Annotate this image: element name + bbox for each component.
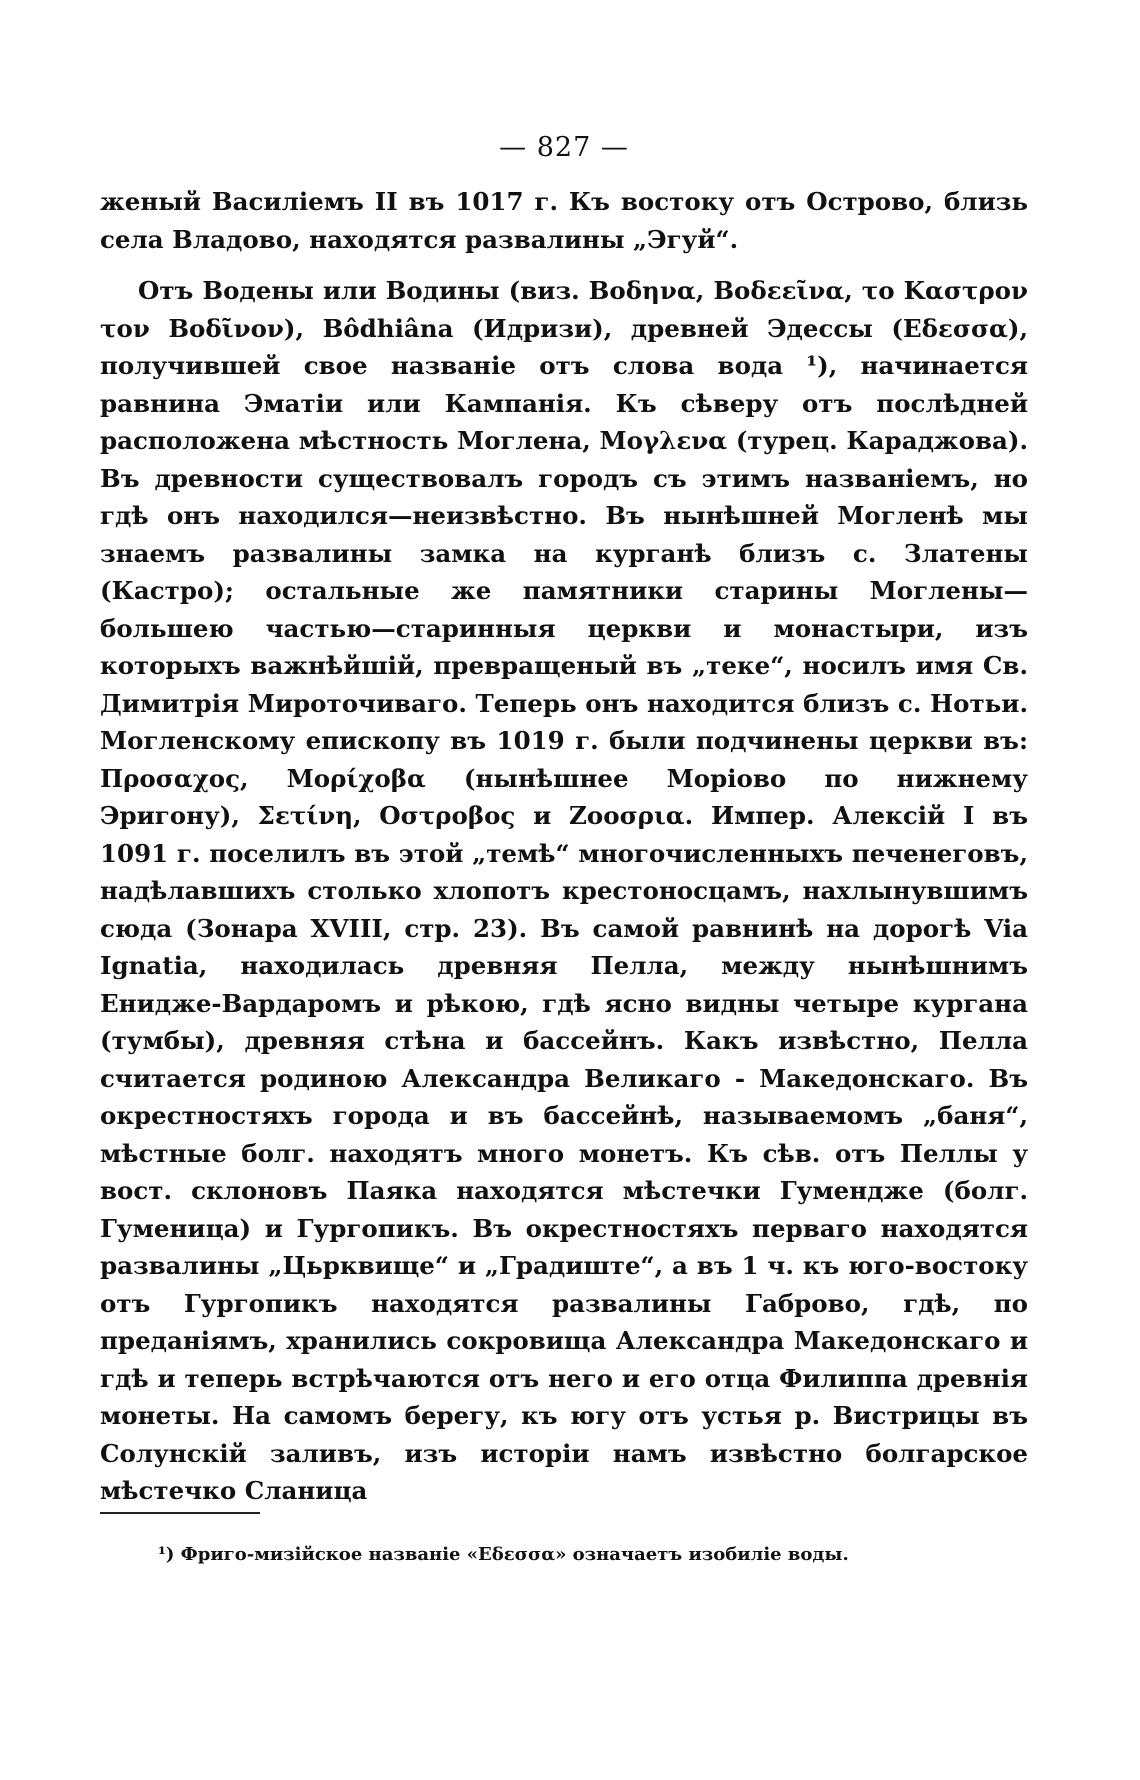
- footnote: ¹) Фриго-мизійское названіе «Εδεσσα» означаетъ изобиліе воды.: [158, 1544, 849, 1565]
- footnote-divider: [100, 1512, 260, 1514]
- page-number: — 827 —: [499, 132, 629, 163]
- main-text: [100, 183, 1028, 1510]
- paragraph-1: женый Василіемъ II въ 1017 г. Къ востоку отъ Острово, близь села Владово, находятся развалины „Эгуй“.: [100, 187, 1028, 254]
- paragraph-2: Отъ Водены или Водины (виз. Βοδηνα, Βοδεεῖνα, το Καστρον τον Βοδῖνον), Bôdhiâna (Идризи), древней Эдессы (Εδεσσα), получившей свое названіе отъ слова вода ¹), начинается равнина Эматіи или Кампанія. Къ сѣверу отъ послѣдней расположена мѣстность Моглена, Μογλενα (турец. Караджова). Въ древности существовалъ городъ съ этимъ названіемъ, но гдѣ онъ находился—неизвѣстно. Въ нынѣшней Могленѣ мы знаемъ развалины замка на курганѣ близъ с. Златены (Кастро); остальные же памятники старины Моглены—большею частью—старинныя церкви и монастыри, изъ которыхъ важнѣйшій, превращеный въ „теке“, носилъ имя Св. Димитрія Мироточиваго. Теперь онъ находится близъ с. Нотьи. Могленскому епископу въ 1019 г. были подчинены церкви въ: Προσαχος, Μορίχοβα (нынѣшнее Моріово по нижнему Эригону), Σετίνη, Οστροβος и Ζοοσρια. Импер. Алексій I въ 1091 г. поселилъ въ этой „темѣ“ многочисленныхъ печенеговъ, надѣлавшихъ столько хлопотъ крестоносцамъ, нахлынувшимъ сюда (Зонара XVIII, стр. 23). Въ самой равнинѣ на дорогѣ Via Ignatia, находилась древняя Пелла, между нынѣшнимъ Енидже-Вардаромъ и рѣкою, гдѣ ясно видны четыре кургана (тумбы), древняя стѣна и бассейнъ. Какъ извѣстно, Пелла считается родиною Александра Великаго - Македонскаго. Въ окрестностяхъ города и въ бассейнѣ, называемомъ „баня“, мѣстные болг. находятъ много монетъ. Къ сѣв. отъ Пеллы у вост. склоновъ Паяка находятся мѣстечки Гуменджe (болг. Гуменица) и Гургопикъ. Въ окрестностяхъ перваго находятся развалины „Цьрквище“ и „Градиште“, а въ 1 ч. къ юго-востоку отъ Гургопикъ находятся развалины Габрово, гдѣ, по преданіямъ, хранились сокровища Александра Македонскаго и гдѣ и теперь встрѣчаются отъ него и его отца Филиппа древнія монеты. На самомъ берегу, къ югу отъ устья р. Вистрицы въ Солунскій заливъ, изъ исторіи намъ извѣстно болгарское мѣстечко Сланица: [100, 276, 1028, 1505]
